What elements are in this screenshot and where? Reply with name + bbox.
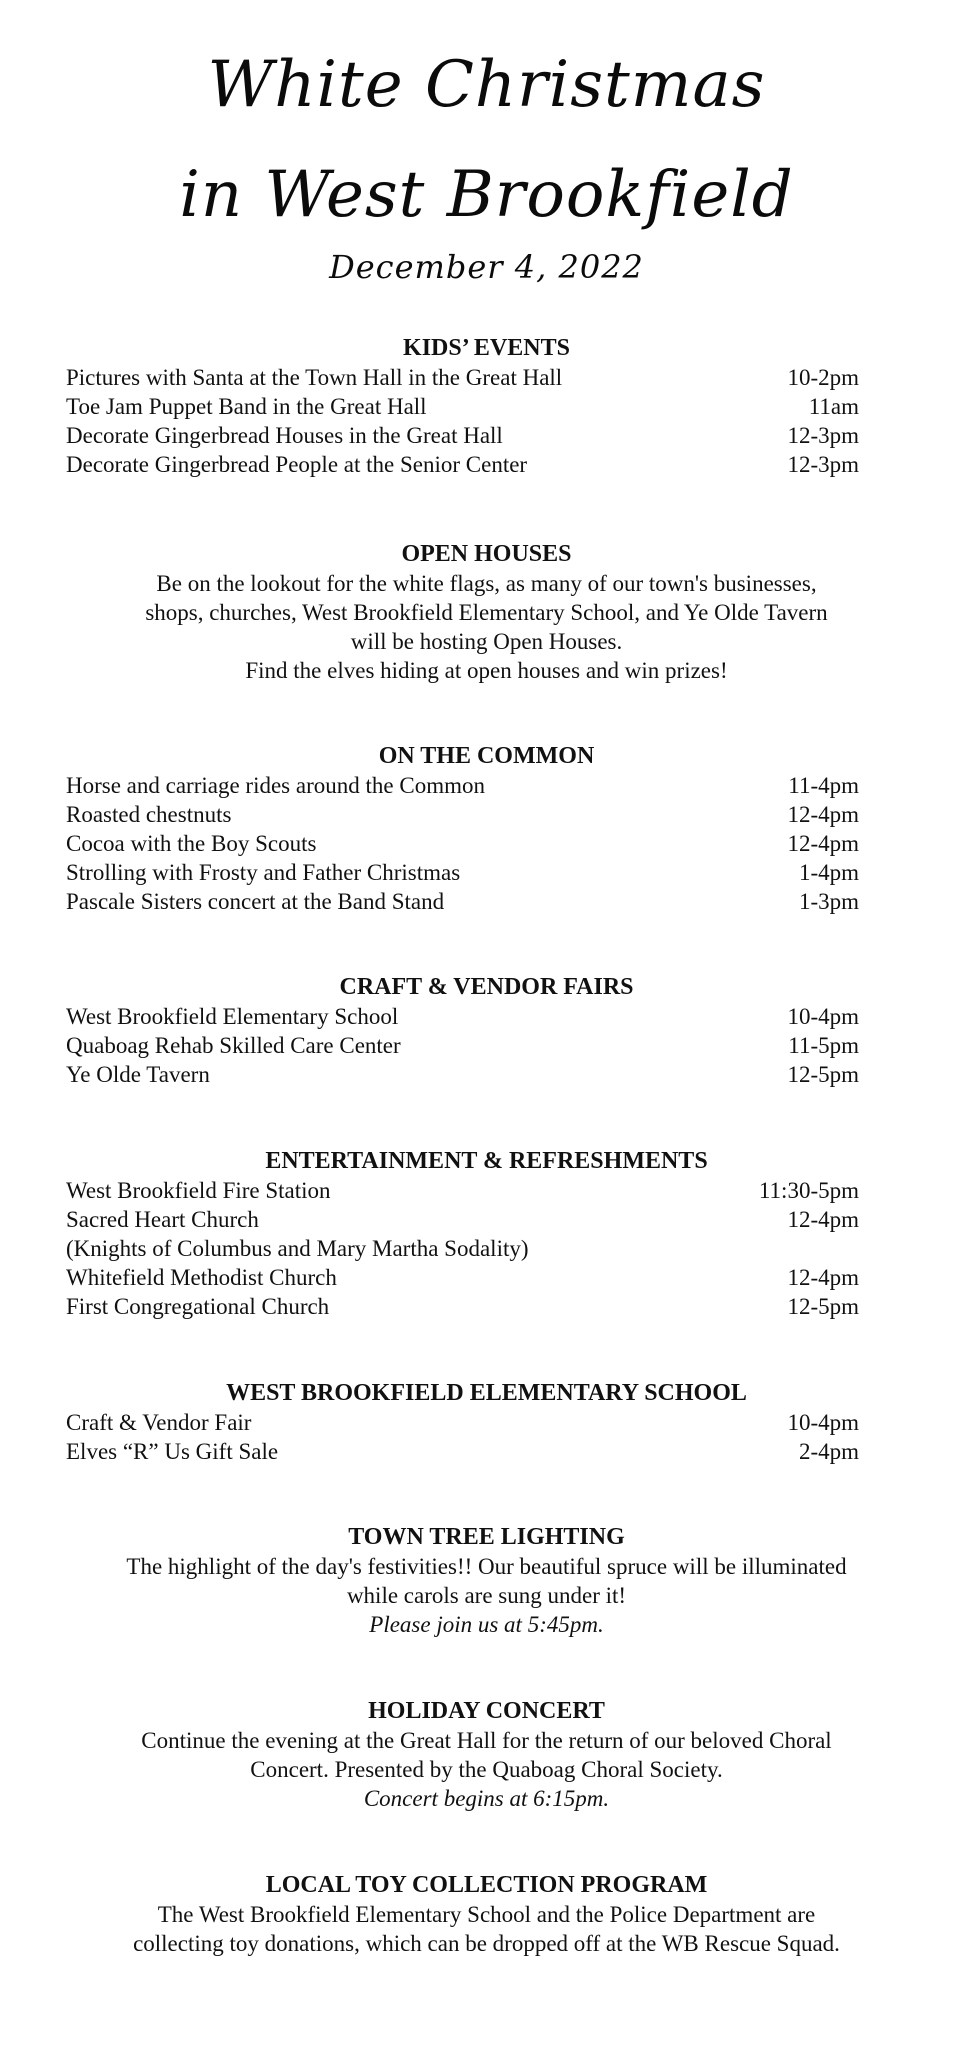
section-open-houses (0, 539, 973, 685)
event-time: 11-5pm (788, 1033, 859, 1058)
section-heading: LOCAL TOY COLLECTION PROGRAM (265, 1872, 708, 1898)
section-heading: CRAFT & VENDOR FAIRS (339, 974, 634, 1000)
event-label: Decorate Gingerbread Houses in the Great Hall (66, 423, 503, 448)
event-time: 11:30-5pm (758, 1178, 859, 1203)
flyer-title-line1: White Christmas (207, 48, 766, 122)
section-elementary-school (0, 1378, 973, 1466)
event-label: Elves “R” Us Gift Sale (66, 1439, 279, 1464)
section-entertainment (0, 1146, 973, 1321)
time-note: Concert begins at 6:15pm. (363, 1786, 610, 1811)
schedule-row (0, 421, 973, 450)
section-heading: WEST BROOKFIELD ELEMENTARY SCHOOL (226, 1380, 747, 1406)
section-craft-vendor-fairs (0, 972, 973, 1089)
paragraph-line: The West Brookfield Elementary School and the Police Department are (157, 1902, 816, 1927)
event-label: Roasted chestnuts (66, 802, 232, 827)
schedule-row (0, 392, 973, 421)
schedule-row (0, 1234, 973, 1263)
section-heading: TOWN TREE LIGHTING (348, 1524, 625, 1550)
event-label: Pascale Sisters concert at the Band Stand (66, 889, 445, 914)
schedule-row (0, 771, 973, 800)
event-label: Cocoa with the Boy Scouts (66, 831, 317, 856)
event-time: 12-4pm (787, 831, 859, 856)
event-label: West Brookfield Elementary School (66, 1004, 399, 1029)
schedule-row (0, 450, 973, 479)
event-label: Strolling with Frosty and Father Christmas (66, 860, 461, 885)
section-heading: KIDS’ EVENTS (403, 335, 570, 361)
event-time: 1-3pm (798, 889, 859, 914)
paragraph-line: will be hosting Open Houses. (350, 629, 623, 654)
event-time: 12-5pm (787, 1062, 859, 1087)
schedule-row (0, 829, 973, 858)
event-time: 12-5pm (787, 1294, 859, 1319)
schedule-row (0, 1437, 973, 1466)
schedule-row (0, 1205, 973, 1234)
event-time: 12-3pm (787, 452, 859, 477)
schedule-row (0, 887, 973, 916)
event-time: 11am (808, 394, 859, 419)
section-heading: ENTERTAINMENT & REFRESHMENTS (265, 1148, 708, 1174)
section-heading: OPEN HOUSES (401, 541, 572, 567)
schedule-row (0, 363, 973, 392)
schedule-row (0, 858, 973, 887)
schedule-row (0, 1292, 973, 1321)
event-time: 10-2pm (787, 365, 859, 390)
paragraph-line: The highlight of the day's festivities!! Our beautiful spruce will be illuminated (126, 1554, 847, 1579)
paragraph-line: shops, churches, West Brookfield Elementary School, and Ye Olde Tavern (145, 600, 828, 625)
section-heading: ON THE COMMON (378, 743, 595, 769)
section-heading: HOLIDAY CONCERT (368, 1698, 605, 1724)
paragraph-line: Find the elves hiding at open houses and win prizes! (245, 658, 728, 683)
schedule-row (0, 1031, 973, 1060)
event-label: Pictures with Santa at the Town Hall in the Great Hall (66, 365, 563, 390)
paragraph-line: Concert. Presented by the Quaboag Choral Society. (250, 1757, 723, 1782)
event-time: 12-3pm (787, 423, 859, 448)
section-tree-lighting (0, 1522, 973, 1639)
event-time: 10-4pm (787, 1410, 859, 1435)
event-time: 12-4pm (787, 1207, 859, 1232)
event-label: (Knights of Columbus and Mary Martha Sodality) (66, 1236, 529, 1261)
schedule-row (0, 1002, 973, 1031)
event-date: December 4, 2022 (329, 248, 644, 286)
event-label: Sacred Heart Church (66, 1207, 259, 1232)
time-note: Please join us at 5:45pm. (369, 1612, 604, 1637)
section-toy-collection (0, 1870, 973, 1958)
event-label: Whitefield Methodist Church (66, 1265, 337, 1290)
schedule-row (0, 800, 973, 829)
schedule-row (0, 1263, 973, 1292)
event-label: Quaboag Rehab Skilled Care Center (66, 1033, 401, 1058)
section-holiday-concert (0, 1696, 973, 1813)
event-label: Horse and carriage rides around the Common (66, 773, 485, 798)
paragraph-line: collecting toy donations, which can be dropped off at the WB Rescue Squad. (133, 1931, 840, 1956)
section-kids-events (0, 333, 973, 479)
flyer-title-line2: in West Brookfield (179, 158, 794, 232)
section-on-the-common (0, 741, 973, 916)
event-label: Ye Olde Tavern (66, 1062, 210, 1087)
event-label: Decorate Gingerbread People at the Senior Center (66, 452, 528, 477)
event-time: 1-4pm (798, 860, 859, 885)
event-time: 12-4pm (787, 802, 859, 827)
schedule-row (0, 1060, 973, 1089)
event-label: Craft & Vendor Fair (66, 1410, 252, 1435)
schedule-row (0, 1408, 973, 1437)
schedule-row (0, 1176, 973, 1205)
event-label: West Brookfield Fire Station (66, 1178, 331, 1203)
event-time: 11-4pm (788, 773, 859, 798)
paragraph-line: while carols are sung under it! (346, 1583, 627, 1608)
event-time: 12-4pm (787, 1265, 859, 1290)
paragraph-line: Be on the lookout for the white flags, as many of our town's businesses, (156, 571, 817, 596)
event-time: 2-4pm (798, 1439, 859, 1464)
event-label: First Congregational Church (66, 1294, 330, 1319)
event-time: 10-4pm (787, 1004, 859, 1029)
event-label: Toe Jam Puppet Band in the Great Hall (66, 394, 427, 419)
paragraph-line: Continue the evening at the Great Hall for the return of our beloved Choral (141, 1728, 832, 1753)
